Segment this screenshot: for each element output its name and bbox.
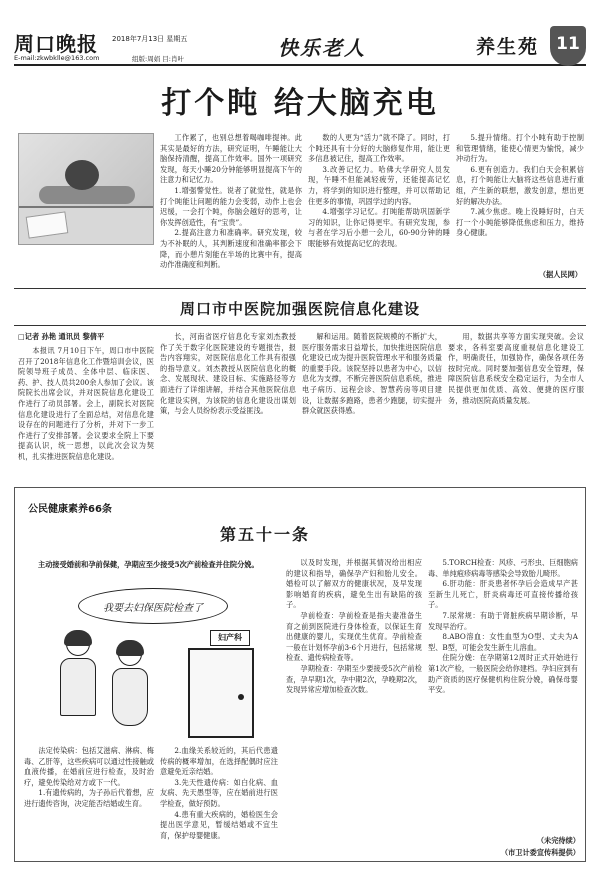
paragraph: 4.增强学习记忆。打盹能帮助巩固新学习的知识，让你记得更牢。有研究发现，参与者在学习后小憩一会儿，60-90分钟的睡眠能够有效提高记忆的表现。 [308,207,450,248]
article2-byline: □记者 孙艳 通讯员 黎倩平 [18,332,105,341]
article3-column-4 [428,558,578,832]
masthead [14,28,586,66]
paragraph: 数的人更为“活力”就不降了。同时，打个盹还具有十分好的大脑修复作用，能让更多信息被记住，提高工作效率。 [308,133,450,164]
paragraph: 4.患有重大疾病的，婚检医生会提出医学意见，暂缓结婚或不宜生育，保护母婴健康。 [160,809,278,840]
prenatal-illustration [38,560,268,740]
clinic-door [188,648,254,738]
paragraph: 用，数据共享等方面实现突破。会议要求，各科室要高度重视信息化建设工作，明确责任，加强协作，确保各项任务按时完成。同时要加强信息安全管理，保障医院信息系统安全稳定运行，为全市人民提供更加优质、高效、便捷的医疗服务，推动医院高质量发展。 [448,332,584,405]
paragraph: 6.更有创造力。我们白天会积累信息，打个盹能让大脑将这些信息进行重组，产生新的联想，激发创意，想出更好的解决办法。 [456,164,584,206]
paragraph: 3.先天性遗传病：如白化病、血友病、先天愚型等，应在婚前进行医学检查，做好预防。 [160,777,278,808]
paragraph: 3.改善记忆力。哈佛大学研究人员发现，午睡不但能减轻疲劳，还能提高记忆力，将学到的知识进行整理，并可以帮助记住更多的事情，巩固学过的内容。 [308,164,450,206]
paragraph: 8.ABO溶血：女性血型为O型、丈夫为A型、B型，可能会发生新生儿溶血。 [428,632,578,652]
paragraph: 长，河南省医疗信息化专家刘杰教授作了关于数字化医院建设的专题报告，报告内容翔实，对医院信息化工作具有很强的指导意义。刘杰教授从医院信息化的概念、发展现状、建设目标、实施路径等方面进行了详细讲解，并结合其他医院信息化建设实例，为该院的信息化建设出谋划策，与会人员纷纷表示受益匪浅。 [160,332,296,416]
speech-bubble: 我要去妇保医院检查了 [78,588,228,624]
article2-column-4 [448,332,584,480]
paragraph: 以及时发现，并根据其情况给出相应的建议和指导，确保孕产妇和胎儿安全。婚检可以了解双方的健康状况，及早发现影响婚育的疾病，避免生出有缺陷的孩子。 [286,558,422,610]
paragraph: 工作累了，也别总想着喝咖啡提神。此其实是最好的方法，研究证明，午睡能让大脑保持清醒，提高工作效率。国外一项研究发现，每天小睡20分钟能够明显提高下午的注意力和记忆力。 [160,133,302,185]
paragraph: 1.增强警觉性。说者了就觉性，就是你打个盹能让问题的能力会变弱，动作上也会迟缓，一会打个盹，你脑会越好的思考，让你发挥创造性，有“宝贵”。 [160,185,302,227]
paragraph: 孕前检查：孕前检查是指夫妻准备生育之前到医院进行身体检查，以保证生育出健康的婴儿，实现优生优育。孕前检查一般在计划怀孕前3-6个月进行，包括常规检查、遗传病检查等。 [286,610,422,663]
article-headline-hospital: 周口市中医院加强医院信息化建设 [179,300,420,318]
article1-column-3 [456,133,584,269]
article3-column-3 [286,558,422,858]
paragraph: 解和运用。随着医院规模的不断扩大，医疗服务需求日益增长，加快推进医院信息化建设已成为提升医院管理水平和服务质量的重要手段。该院坚持以患者为中心，以信息化为支撑，不断完善医院信息系统，推进电子病历、远程会诊、智慧药房等项目建设，让数据多跑路，患者少跑腿，切实提升群众就医获得感。 [302,332,442,416]
paragraph: 2.血缘关系较近的，其后代患遗传病的概率增加，在选择配偶时应注意避免近亲结婚。 [160,746,278,777]
article3-column-2 [160,746,278,858]
door-knob [238,694,244,700]
woman-figure [58,632,98,732]
paragraph: 5.TORCH检查：风疹、弓形虫、巨细胞病毒、单纯疱疹病毒等感染会导致胎儿畸形。 [428,558,578,578]
paragraph: 5.提升情绪。打个小盹有助于控制和管理情绪，能使心情更为愉悦，减少冲动行为。 [456,133,584,164]
pregnant-woman-figure [110,642,150,732]
paragraph: 1.有遗传病的，为子孙后代着想，应进行遗传咨询，决定能否结婚或生育。 [24,788,154,808]
paragraph: 7.尿常规：有助于肾脏疾病早期诊断，早发现早治疗。 [428,610,578,631]
sleeping-at-desk-photo [18,133,154,245]
article2-column-3 [302,332,442,480]
article1-column-2 [308,133,450,283]
divider [14,325,586,326]
paragraph: 7.减少焦虑。晚上没睡好时，白天打一个小盹能够降低焦虑和压力，维持身心健康。 [456,207,584,238]
article3-source: （市卫计委宣传科提供） [500,848,580,857]
article-headline-nap: 打个盹 给大脑充电 [161,86,439,121]
paragraph: 6.肝功能：肝炎患者怀孕后会造成早产甚至新生儿死亡，肝炎病毒还可直接传播给孩子。 [428,579,578,610]
divider [14,288,586,289]
issue-date: 2018年7月13日 星期五 [112,35,188,43]
paragraph: 法定传染病：包括艾滋病、淋病、梅毒、乙肝等，这些疾病可以通过性接触或血液传播，在婚前应进行检查，及时治疗，避免传染给对方或下一代。 [24,746,154,787]
series-label: 公民健康素养66条 [28,504,112,515]
page-number-badge: 11 [550,26,586,66]
article3-continued: （未完待续） [536,836,580,845]
paragraph: 孕期检查：孕期至少要接受5次产前检查，孕早期1次，孕中期2次，孕晚期2次，发现异常应增加检查次数。 [286,663,422,695]
article-headline-article51: 第五十一条 [219,525,310,544]
paragraph: 2.提高注意力和准确率。研究发现，较为不补眠的人，其判断速度和准确率都会下降，而小憩片刻能在半场的比赛中有，提高动作准确度和判断。 [160,228,302,270]
article2-column-1 [18,346,154,480]
article1-source: （据人民网） [538,270,582,279]
door-sign: 妇产科 [210,630,250,646]
column-title: 养生苑 [476,36,540,58]
editor-credits: 组版:周娟 目:肖叶 [132,55,184,63]
article3-column-1 [24,746,154,858]
article1-column-1 [160,133,302,283]
section-title: 快乐老人 [278,36,366,60]
paragraph: 本报讯 7月10日下午，周口市中医院召开了2018年信息化工作暨培训会议，医院领导班子成员、全体中层、临床医、药、护、技人员共200余人参加了会议。该院院长出席会议，并对医院信息化建设工作进行了动员部署。会上，副院长对医院信息化建设进行了全面总结，对信息化建设存在的问题进行了分析，并对下一步工作进行了安排部署。会议要求全院上下要提高认识，统一思想，以此次会议为契机，扎实推进医院信息化建设。 [18,346,154,461]
contact-email: E-mail:zkwbklle@163.com [14,54,100,62]
paragraph: 住院分娩：在孕期第12周时正式开始进行第1次产检，一般医院会给你建档。孕妇应到有助产资质的医疗保健机构住院分娩，确保母婴平安。 [428,653,578,695]
illustration-caption: 主动接受婚前和孕前保健，孕期应至少接受5次产前检查并住院分娩。 [38,560,259,569]
newspaper-logo: 周口晚报 [14,32,98,56]
article2-column-2 [160,332,296,480]
